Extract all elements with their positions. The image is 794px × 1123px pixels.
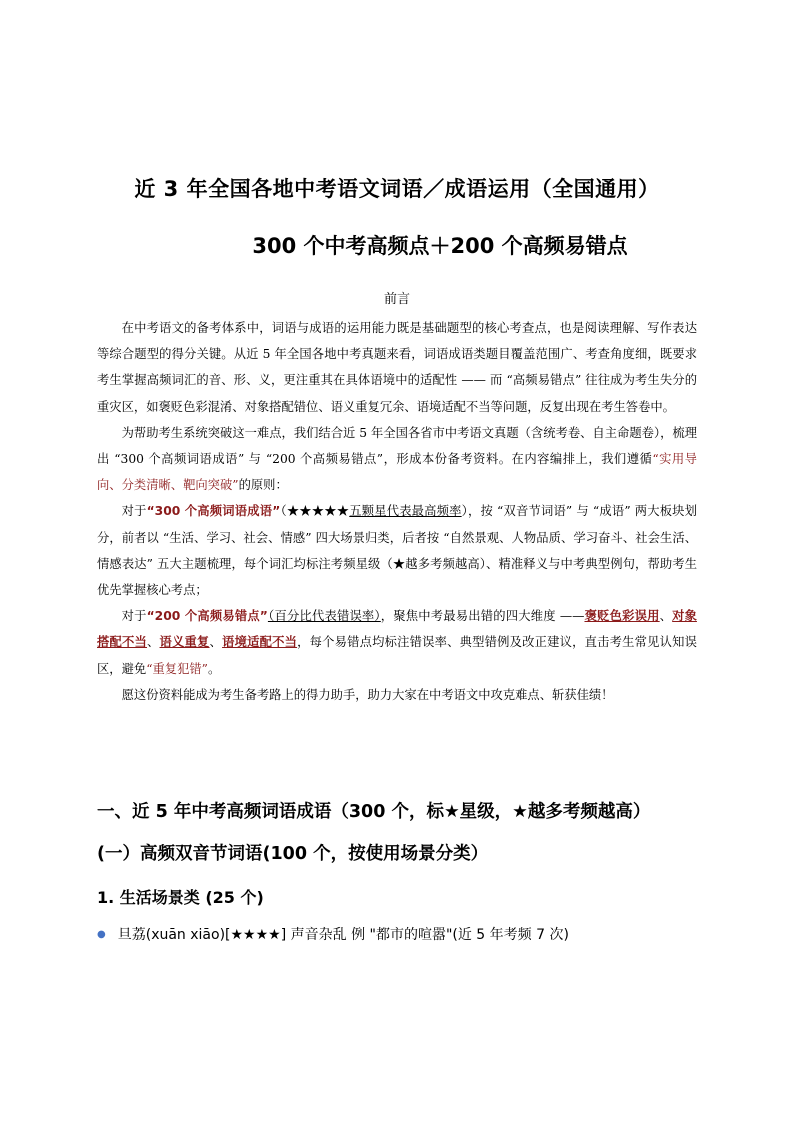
document-subtitle: 300 个中考高频点＋200 个高频易错点 <box>252 234 628 258</box>
list-item <box>97 924 569 944</box>
preface-paragraph-5: 愿这份资料能成为考生备考路上的得力助手，助力大家在中考语文中攻克难点、斩获佳绩！ <box>121 687 614 702</box>
bullet-icon: ● <box>97 929 106 940</box>
preface-body <box>97 315 697 708</box>
section-heading-1: 一、近 5 年中考高频词语成语（300 个，标★星级，★越多考频越高） <box>97 802 651 822</box>
preface-paragraph-3: 对于“300 个高频词语成语”（★★★★★五颗星代表最高频率），按 “双音节词语” 与 “成语” 两大板块划分，前者以 “生活、学习、社会、情感” 四大场景归类，后者按 “自然景观、人物品质、学习奋斗、社会生活、情感表达” 五大主题梳理，每个词汇均标注考频星级（★越多考频越高）、精准释义与中考典型例句，帮助考生优先掌握核心考点； <box>97 504 697 598</box>
preface-paragraph-4: 对于“200 个高频易错点”（百分比代表错误率），聚焦中考最易出错的四大维度 ——褒贬色彩误用、对象搭配不当、语义重复、语境适配不当，每个易错点均标注错误率、典型错例及改正建议，直击考生常见认知误区，避免“重复犯错”。 <box>97 609 697 676</box>
preface-paragraph-1: 在中考语文的备考体系中，词语与成语的运用能力既是基础题型的核心考查点，也是阅读理解、写作表达等综合题型的得分关键。从近 5 年全国各地中考真题来看，词语成语类题目覆盖范围广、考查角度细，既要求考生掌握高频词汇的音、形、义，更注重其在具体语境中的适配性 —— 而 “高频易错点” 往往成为考生失分的重灾区，如褒贬色彩混淆、对象搭配错位、语义重复冗余、语境适配不当等问题，反复出现在考生答卷中。 <box>97 321 697 414</box>
document-title: 近 3 年全国各地中考语文词语／成语运用（全国通用） <box>134 177 660 201</box>
star-rating-icon: ★★★★★ <box>286 504 350 519</box>
section-heading-3: 1. 生活场景类 (25 个) <box>97 888 264 907</box>
list-item-text: 旦荔(xuān xiāo)[★★★★] 声音杂乱 例 "都市的喧嚣"(近 5 年考频 7 次) <box>117 927 569 943</box>
section-heading-2: (一）高频双音节词语(100 个，按使用场景分类） <box>97 844 489 864</box>
preface-heading: 前言 <box>383 292 410 307</box>
preface-paragraph-2: 为帮助考生系统突破这一难点，我们结合近 5 年全国各省市中考语文真题（含统考卷、自主命题卷），梳理出 “300 个高频词语成语” 与 “200 个高频易错点”，形成本份备考资料。在内容编排上，我们遵循“实用导向、分类清晰、靶向突破”的原则： <box>97 425 697 493</box>
